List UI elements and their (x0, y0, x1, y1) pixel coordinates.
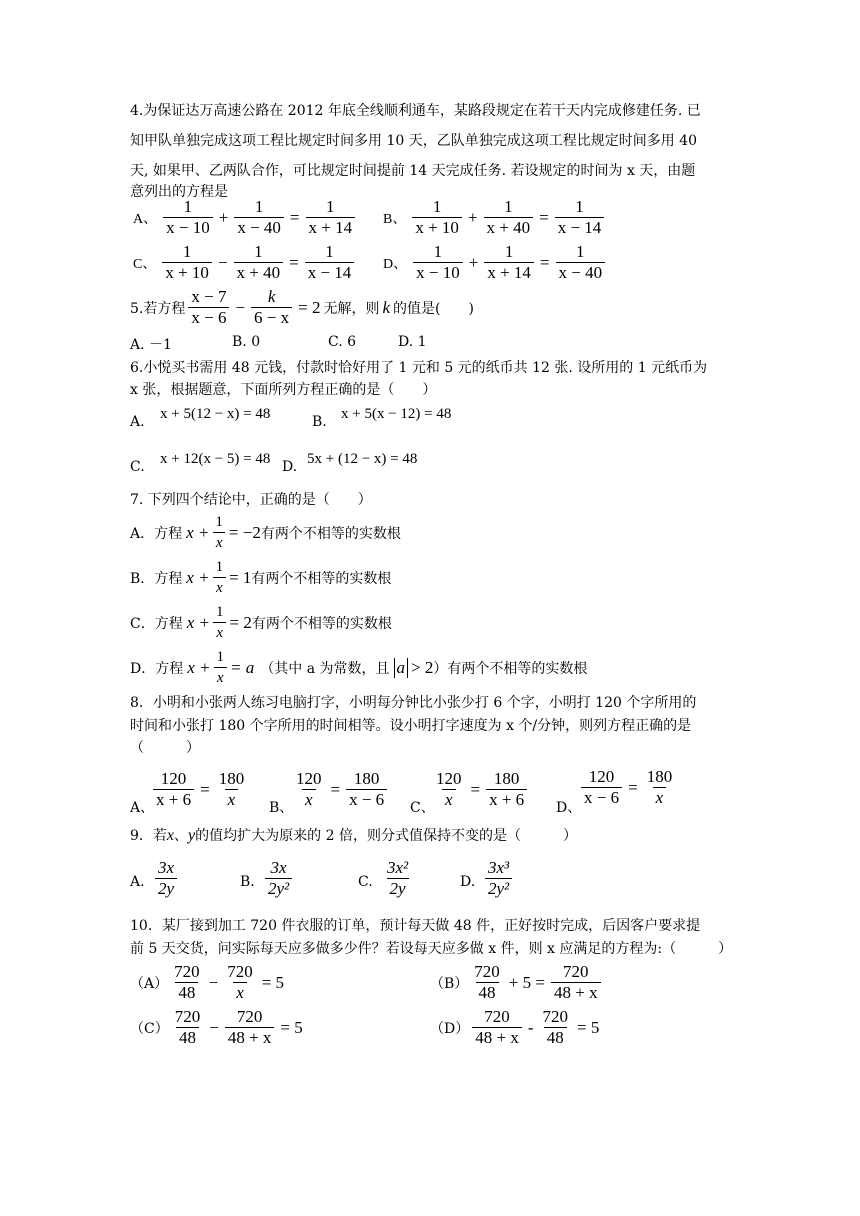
q5-option-d[interactable]: D. 1 (398, 334, 427, 350)
q8-stem-line3: （ ） (130, 740, 200, 756)
fraction: $\frac{1}{x + 14}$ (484, 242, 534, 283)
option-label: B、 (269, 800, 294, 816)
q7-option-c[interactable]: C．方程 x + $\frac{1}{x}$ = 2 有两个不相等的实数根 (130, 604, 392, 641)
option-label: C. (358, 874, 373, 890)
option-label: B. (240, 874, 255, 890)
option-label: C、 (133, 256, 157, 272)
fraction: $\frac{720}{48 + x}$ (551, 962, 601, 1003)
fraction: $\frac{180}{x}$ (646, 767, 673, 807)
fraction: $\frac{180}{x + 6}$ (486, 769, 527, 810)
absolute-value: a (394, 658, 409, 678)
option-label: D、 (556, 800, 582, 816)
fraction: 720 48 (174, 1007, 201, 1047)
option-label: D. (282, 459, 298, 475)
option-label: B. (312, 414, 327, 430)
q4-option-a[interactable]: A、 1 x − 10 + $\frac{1}{x - 40}$ = $\frac{1}{x + 14}$ (130, 197, 358, 238)
fraction: $\frac{720}{48}$ (542, 1007, 568, 1047)
fraction: $\frac{1}{x - 14}$ (305, 242, 355, 283)
q8-stem-line1: 8．小明和小张两人练习电脑打字，小明每分钟比小张少打 6 个字，小明打 120 个字所用的 (130, 695, 697, 711)
q4-option-b[interactable]: B、 1 x + 10 + $\frac{1}{x + 40}$ = $\frac{1}{x - 14}$ (380, 197, 607, 238)
q7-stem: 7. 下列四个结论中，正确的是（ ） (130, 492, 372, 508)
fraction: $\frac{1}{x - 40}$ (556, 242, 606, 283)
q4-stem-line3: 天, 如果甲、乙两队合作，可比规定时间提前 14 天完成任务. 若设规定的时间为 x 天，由题 (130, 163, 696, 179)
fraction: $\frac{1}{x}$ (213, 602, 227, 643)
option-label: D. (460, 874, 476, 890)
option-label: A. (130, 874, 145, 890)
q4-stem-line1: 4.为保证达万高速公路在 2012 年底全线顺利通车，某路段规定在若干天内完成修建任务. 已 (130, 103, 701, 119)
fraction: 3x³ 2y² (485, 858, 512, 899)
fraction: $\frac{1}{x}$ (213, 557, 227, 598)
q5-option-b[interactable]: B. 0 (232, 334, 261, 350)
fraction: $\frac{720}{48 + x}$ (225, 1007, 275, 1048)
fraction: $\frac{1}{x}$ (214, 647, 228, 688)
q5-stem: 5.若方程 x − 7 x − 6 − $\frac{k}{6 - x}$ = 2 无解，则 k 的值是( ) (130, 287, 474, 327)
q10-option-b[interactable]: （B） 720 48 + 5 = $\frac{720}{48 + x}$ (430, 962, 604, 1003)
fraction: $\frac{1}{x + 40}$ (234, 242, 284, 283)
fraction: 1 x − 10 (163, 197, 213, 238)
q4-stem-line4: 意列出的方程是 (130, 184, 228, 200)
q4-option-d[interactable]: D、 1 x − 10 + $\frac{1}{x + 14}$ = $\frac{1}{x - 40}$ (380, 242, 608, 283)
option-label: C. (130, 459, 145, 475)
equation: x + 12(x − 5) = 48 (160, 451, 271, 467)
equation: x + 5(x − 12) = 48 (341, 406, 452, 422)
q7-option-b[interactable]: B．方程 x + $\frac{1}{x}$ = 1 有两个不相等的实数根 (130, 559, 392, 596)
fraction: 720 48 (474, 962, 500, 1002)
option-label: A、 (133, 211, 158, 227)
fraction: $\frac{1}{x - 40}$ (234, 197, 284, 238)
fraction: $\frac{1}{x + 14}$ (306, 197, 356, 238)
fraction: x − 7 x − 6 (188, 287, 229, 328)
fraction: $\frac{120}{x - 6}$ (581, 767, 622, 808)
fraction: $\frac{1}{x}$ (212, 512, 226, 553)
q10-option-c[interactable]: （C） 720 48 − $\frac{720}{48 + x}$ = 5 (130, 1007, 303, 1047)
equation: 5x + (12 − x) = 48 (307, 451, 418, 467)
option-label: A、 (130, 800, 155, 816)
fraction: 1 x + 10 (162, 242, 212, 283)
fraction: $\frac{120}{x}$ (436, 769, 462, 809)
fraction: 1 x − 10 (413, 242, 463, 283)
q10-stem-line1: 10．某厂接到加工 720 件衣服的订单，预计每天做 48 件，正好按时完成，后因客户要求提 (130, 918, 701, 934)
q8-stem-line2: 时间和小张打 180 个字所用的时间相等。设小明打字速度为 x 个/分钟，则列方程正确的是 (130, 718, 692, 734)
equation: x + 5(12 − x) = 48 (160, 406, 271, 422)
fraction: $\frac{180}{x}$ (218, 769, 245, 809)
option-label: D、 (383, 256, 408, 272)
fraction: $\frac{120}{x + 6}$ (153, 769, 194, 810)
fraction: 1 x + 10 (412, 197, 462, 238)
q6-stem-line1: 6.小悦买书需用 48 元钱，付款时恰好用了 1 元和 5 元的纸币共 12 张. 设所用的 1 元纸币为 (130, 360, 708, 376)
fraction: $\frac{1}{x + 40}$ (484, 197, 534, 238)
q10-option-a[interactable]: （A） 720 48 − $\frac{720}{x}$ = 5 (130, 962, 285, 1002)
option-label: B、 (383, 211, 407, 227)
q10-option-d[interactable]: （D） 720 48 + x - $\frac{720}{48}$ = 5 (430, 1007, 600, 1047)
fraction: $\frac{k}{6 - x}$ (251, 287, 292, 328)
q7-option-d[interactable]: D．方程 x + $\frac{1}{x}$ = a （其中 a 为常数，且 a > 2 ）有两个不相等的实数根 (130, 649, 588, 686)
q6-stem-line2: x 张，根据题意，下面所列方程正确的是（ ） (130, 382, 437, 398)
fraction: $\frac{180}{x - 6}$ (346, 769, 387, 810)
q5-option-c[interactable]: C. 6 (328, 334, 357, 350)
q9-stem: 9．若x、y的值均扩大为原来的 2 倍，则分式值保持不变的是（ ） (130, 827, 577, 844)
q7-option-a[interactable]: A．方程 x + $\frac{1}{x}$ = −2 有两个不相等的实数根 (130, 514, 401, 551)
document-page: 4.为保证达万高速公路在 2012 年底全线顺利通车，某路段规定在若干天内完成修建任务. 已 知甲队单独完成这项工程比规定时间多用 10 天，乙队单独完成这项工程比规定时间多用 40 天, 如果甲、乙两队合作，可比规定时间提前 14 天完成任务. 若设规定的时间为 x 天，由题 意列出的方程是 A、 1 x − 10 + $\frac{1}{x - 40}$ = $\frac{1}{x + 14}$ B、 1 x + 10 + $\frac{1}{x + 40}$ = $\frac{1}{x - 14}$ C、 1 x + 10 − $\frac{1}{x + 40}$ = $\frac{1}{x - 14}$ D、 1 x − 10 + $\frac{1}{x + 14}$ = $\frac{1}{x - 40}$ 5.若方程 x − 7 x − 6 − $\frac{k}{6 - x}$ = 2 无解，则 k 的值是( ) A. －1 B. 0 C. 6 D. 1 6.小悦买书需用 48 元钱，付款时恰好用了 1 元和 5 元的纸币共 12 张. 设所用的 1 元纸币为 x 张，根据题意，下面所列方程正确的是（ ） A. x + 5(12 − x) = 48 B. x + 5(x − 12) = 48 C. x + 12(x − 5) = 48 D. 5x + (12 − x) = 48 7. 下列四个结论中，正确的是（ ） A．方程 x + $\frac{1}{x}$ = −2 有两个不相等的实数根 B．方程 x + $\frac{1}{x}$ = 1 有两个不相等的实数根 C．方程 x + $\frac{1}{x}$ = 2 有两个不相等的实数根 D．方程 x + $\frac{1}{x}$ = a （其中 a 为常数，且 a > 2 ）有两个不相等的实数根 8．小明和小张两人练习电脑打字，小明每分钟比小张少打 6 个字，小明打 120 个字所用的 时间和小张打 180 个字所用的时间相等。设小明打字速度为 x 个/分钟，则列方程正确的是 （ ） A、 $\frac{120}{x + 6}$ = $\frac{180}{x}$ B、 $\frac{120}{x}$ = $\frac{180}{x - 6}$ C、 $\frac{120}{x}$ = $\frac{180}{x + 6}$ D、 $\frac{120}{x - 6}$ = $\frac{180}{x}$ 9．若x、y的值均扩大为原来的 2 倍，则分式值保持不变的是（ ） A. 3x 2y B. 3x 2y² C. 3x² 2y D. 3x³ 2y² 10．某厂接到加工 720 件衣服的订单，预计每天做 48 件，正好按时完成，后因客户要求提 前 5 天交货，问实际每天应多做多少件？若设每天应多做 x 件，则 x 应满足的方程为:（ ） （A） 720 48 − $\frac{720}{x}$ = 5 （B） 720 48 + 5 = $\frac{720}{48 + x}$ （C） 720 48 − $\frac{720}{48 + x}$ = 5 （D） 720 48 + x - $\frac{720}{48}$ = 5 (130, 103, 733, 1047)
fraction: $\frac{720}{x}$ (227, 962, 253, 1002)
fraction: $\frac{120}{x}$ (296, 769, 322, 809)
fraction: 3x 2y (155, 858, 177, 899)
fraction: 3x² 2y (387, 858, 409, 898)
fraction: 3x 2y² (265, 858, 292, 899)
q10-stem-line2: 前 5 天交货，问实际每天应多做多少件？若设每天应多做 x 件，则 x 应满足的方程为:（ ） (130, 941, 733, 957)
q4-stem-line2: 知甲队单独完成这项工程比规定时间多用 10 天，乙队单独完成这项工程比规定时间多用 40 (130, 133, 697, 149)
option-label: A. (130, 414, 145, 430)
fraction: 720 48 (174, 962, 200, 1002)
option-label: C、 (410, 800, 435, 816)
q5-option-a[interactable]: A. －1 (130, 337, 172, 353)
fraction: 720 48 + x (472, 1007, 522, 1048)
q4-option-c[interactable]: C、 1 x + 10 − $\frac{1}{x + 40}$ = $\frac{1}{x - 14}$ (130, 242, 357, 283)
fraction: $\frac{1}{x - 14}$ (555, 197, 605, 238)
